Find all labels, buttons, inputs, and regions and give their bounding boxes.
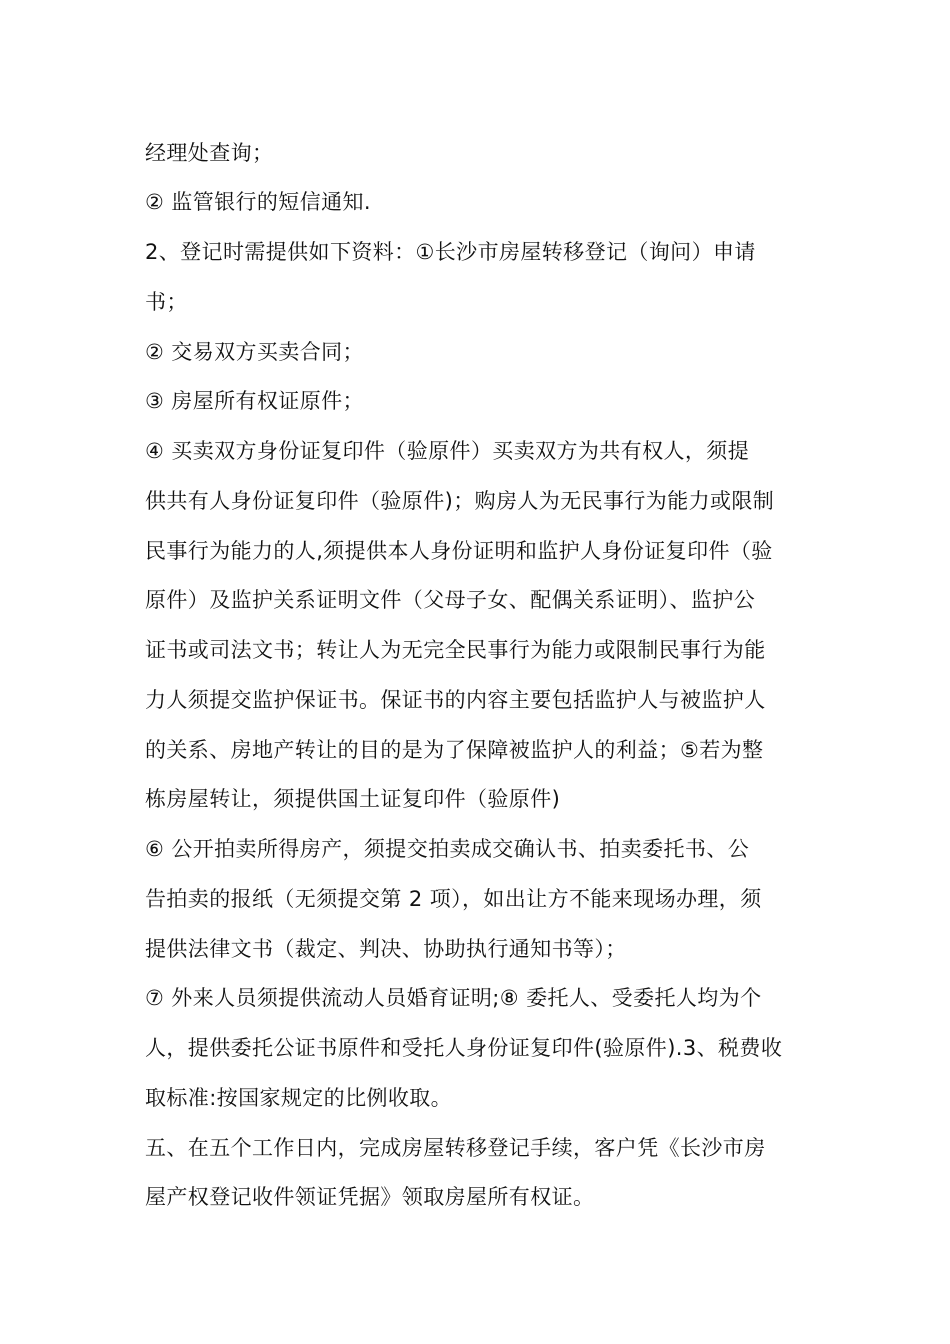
text-line: 取标准:按国家规定的比例收取。 [145, 1086, 453, 1110]
text-line: ⑦ 外来人员须提供流动人员婚育证明;⑧ 委托人、受委托人均为个 [145, 986, 762, 1010]
text-line: 供共有人身份证复印件（验原件)；购房人为无民事行为能力或限制 [145, 489, 775, 513]
text-line: 提供法律文书（裁定、判决、协助执行通知书等）； [145, 937, 627, 961]
text-line: 五、在五个工作日内，完成房屋转移登记手续，客户凭《长沙市房 [145, 1136, 766, 1160]
text-line: 的关系、房地产转让的目的是为了保障被监护人的利益；⑤若为整 [145, 738, 764, 762]
text-line: 经理处查询； [145, 141, 274, 165]
text-line: 民事行为能力的人,须提供本人身份证明和监护人身份证复印件（验 [145, 539, 773, 563]
text-line: ② 交易双方买卖合同； [145, 340, 364, 364]
text-line: ⑥ 公开拍卖所得房产，须提交拍卖成交确认书、拍卖委托书、公 [145, 837, 750, 861]
text-line: 力人须提交监护保证书。保证书的内容主要包括监护人与被监护人 [145, 688, 766, 712]
text-line: 屋产权登记收件领证凭据》领取房屋所有权证。 [145, 1185, 595, 1209]
text-line: 人，提供委托公证书原件和受托人身份证复印件(验原件).3、税费收 [145, 1036, 783, 1060]
text-line: 2、登记时需提供如下资料：①长沙市房屋转移登记（询问）申请 [145, 240, 756, 264]
text-line: 书； [145, 290, 188, 314]
text-line: 告拍卖的报纸（无须提交第 2 项），如出让方不能来现场办理，须 [145, 887, 762, 911]
text-line: 证书或司法文书；转让人为无完全民事行为能力或限制民事行为能 [145, 638, 766, 662]
text-line: 栋房屋转让，须提供国土证复印件（验原件) [145, 787, 561, 811]
text-line: 原件）及监护关系证明文件（父母子女、配偶关系证明）、监护公 [145, 588, 756, 612]
text-line: ④ 买卖双方身份证复印件（验原件）买卖双方为共有权人，须提 [145, 439, 750, 463]
text-line: ③ 房屋所有权证原件； [145, 389, 364, 413]
text-line: ② 监管银行的短信通知. [145, 190, 371, 214]
